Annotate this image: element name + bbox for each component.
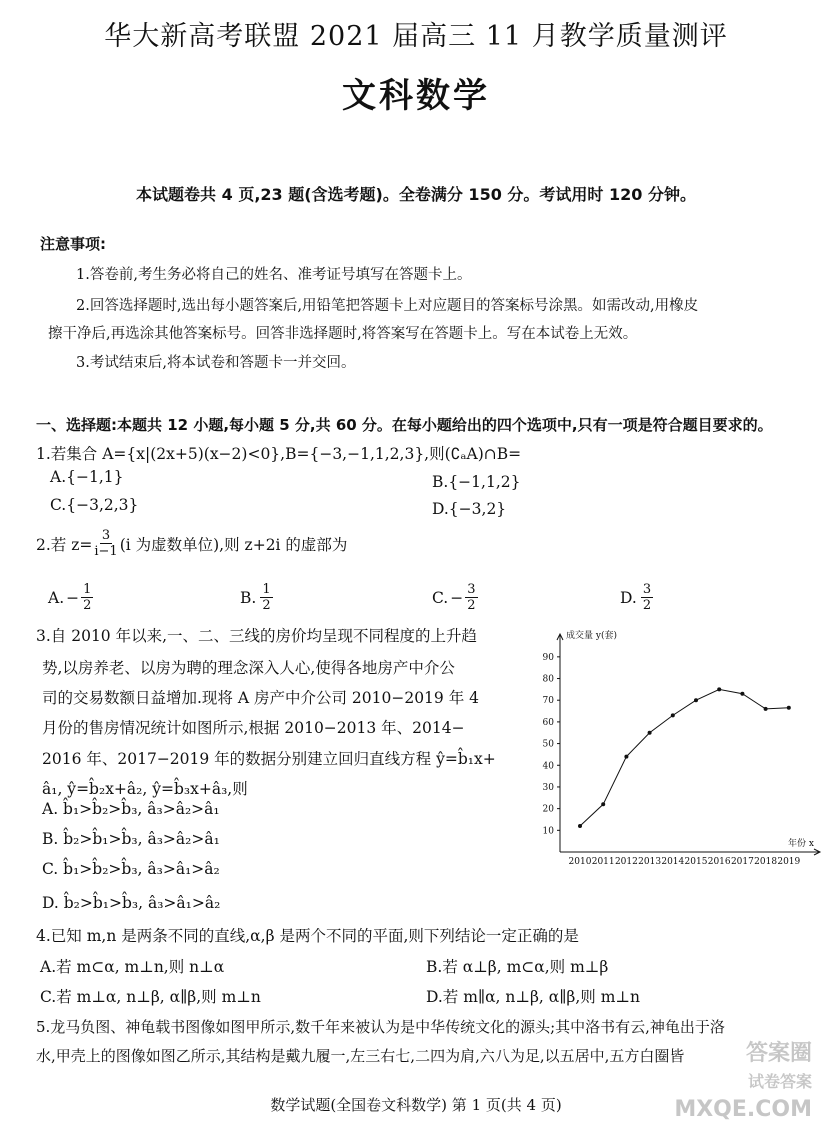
q2-option-den: 2	[642, 598, 652, 613]
q2-frac-num: 3	[101, 528, 111, 543]
q3-line-1: 3.自 2010 年以来,一、二、三线的房价均呈现不同程度的上升趋	[36, 627, 478, 645]
q2-stem-post: (i 为虚数单位),则 z+2i 的虚部为	[119, 535, 348, 554]
q4-stem: 4.已知 m,n 是两条不同的直线,α,β 是两个不同的平面,则下列结论一定正确的是	[36, 927, 579, 945]
x-tick-label: 2014	[661, 857, 685, 867]
q2-option-label: D.	[620, 588, 637, 607]
q1-option-d: D.{−3,2}	[432, 500, 507, 518]
q3-line-5: 2016 年、2017−2019 年的数据分别建立回归直线方程 ŷ=b̂₁x+	[42, 750, 496, 768]
section-heading: 一、选择题:本题共 12 小题,每小题 5 分,共 60 分。在每小题给出的四个选项中,只有一项是符合题目要求的。	[36, 416, 773, 434]
q2-option-den: 2	[83, 598, 92, 613]
q2-option-fraction	[641, 582, 653, 613]
note-2-cont: 擦干净后,再选涂其他答案标号。回答非选择题时,将答案写在答题卡上。写在本试卷上无效。	[48, 326, 638, 342]
q3-option-d: D. b̂₂>b̂₁>b̂₃, â₃>â₁>â₂	[42, 894, 221, 912]
note-3: 3.考试结束后,将本试卷和答题卡一并交回。	[76, 355, 356, 371]
note-1: 1.答卷前,考生务必将自己的姓名、准考证号填写在答题卡上。	[76, 267, 472, 283]
data-point	[740, 692, 744, 696]
notes-heading: 注意事项:	[40, 235, 106, 253]
q2-option-d	[620, 582, 653, 613]
y-tick-label: 90	[542, 652, 554, 663]
q2-option-label: B.	[240, 588, 257, 607]
y-tick-label: 50	[542, 739, 554, 750]
exam-info: 本试题卷共 4 页,23 题(含选考题)。全卷满分 150 分。考试用时 120 分钟。	[136, 185, 696, 204]
q2-option-c	[432, 582, 478, 613]
y-tick-label: 40	[542, 761, 554, 772]
q2-option-sign: −	[450, 588, 464, 607]
q3-option-c: C. b̂₁>b̂₂>b̂₃, â₃>â₁>â₂	[42, 860, 220, 878]
watermark-line-2: 试卷答案	[747, 1072, 812, 1091]
data-point	[694, 698, 698, 702]
q2-fraction	[94, 528, 117, 559]
watermark-line-3: MXQE.COM	[674, 1097, 812, 1122]
data-point	[624, 755, 628, 759]
data-point	[578, 824, 582, 828]
x-tick-label: 2010	[568, 857, 592, 867]
x-tick-label: 2018	[754, 857, 778, 867]
data-point	[601, 802, 605, 806]
q3-line-4: 月份的售房情况统计如图所示,根据 2010−2013 年、2014−	[42, 719, 465, 737]
y-tick-label: 80	[542, 674, 554, 685]
q2-option-sign: −	[66, 588, 80, 607]
q2-frac-den: i−1	[94, 544, 118, 559]
q2-option-den: 2	[467, 598, 476, 613]
q2-option-label: C.	[432, 588, 449, 607]
q4-option-a: A.若 m⊂α, m⊥n,则 n⊥α	[40, 958, 225, 976]
q5-line-1: 5.龙马负图、神龟载书图像如图甲所示,数千年来被认为是中华传统文化的源头;其中洛书有云,神龟出于洛	[36, 1018, 725, 1036]
q2-option-fraction	[465, 582, 477, 613]
q3-option-b: B. b̂₂>b̂₁>b̂₃, â₃>â₂>â₁	[42, 830, 220, 848]
x-tick-label: 2013	[638, 857, 662, 867]
subject-title: 文科数学	[342, 76, 490, 116]
q3-line-2: 势,以房养老、以房为聘的理念深入人心,使得各地房产中介公	[42, 659, 455, 677]
q4-option-b: B.若 α⊥β, m⊂α,则 m⊥β	[426, 958, 609, 976]
q5-line-2: 水,甲壳上的图像如图乙所示,其结构是戴九履一,左三右七,二四为肩,六八为足,以五居中,五方白圈皆	[36, 1047, 685, 1065]
q2-option-b	[240, 582, 273, 613]
q4-option-d: D.若 m∥α, n⊥β, α∥β,则 m⊥n	[426, 988, 640, 1006]
q2-option-num: 1	[83, 582, 92, 597]
paper-title: 华大新高考联盟 2021 届高三 11 月教学质量测评	[104, 21, 728, 52]
x-tick-label: 2012	[614, 857, 638, 867]
data-point	[717, 687, 721, 691]
q2-option-num: 3	[467, 582, 476, 597]
q2-option-den: 2	[262, 598, 271, 613]
q2-option-label: A.	[48, 588, 65, 607]
q1-stem: 1.若集合 A={x|(2x+5)(x−2)<0},B={−3,−1,1,2,3},则(∁ₐA)∩B=	[36, 445, 522, 463]
q2-option-fraction	[81, 582, 93, 613]
data-point	[671, 713, 675, 717]
q2-option-fraction	[260, 582, 272, 613]
q1-option-b: B.{−1,1,2}	[432, 473, 521, 491]
y-axis-label: 成交量 y(套)	[566, 631, 617, 641]
q1-option-c: C.{−3,2,3}	[50, 496, 139, 514]
y-tick-label: 20	[542, 804, 554, 815]
x-tick-label: 2016	[707, 857, 731, 867]
q2-option-a	[48, 582, 93, 613]
x-tick-label: 2019	[777, 857, 801, 867]
y-tick-label: 30	[542, 782, 554, 793]
y-tick-label: 10	[542, 826, 554, 837]
x-tick-label: 2011	[591, 857, 615, 867]
q1-option-a: A.{−1,1}	[50, 468, 124, 486]
q4-option-c: C.若 m⊥α, n⊥β, α∥β,则 m⊥n	[40, 988, 261, 1006]
y-tick-label: 60	[542, 717, 554, 728]
sales-line-chart	[538, 620, 828, 870]
note-2: 2.回答选择题时,选出每小题答案后,用铅笔把答题卡上对应题目的答案标号涂黑。如需改动,用橡皮	[76, 298, 699, 314]
series-line	[580, 689, 789, 826]
watermark-line-1: 答案圈	[745, 1041, 812, 1066]
q3-option-a: A. b̂₁>b̂₂>b̂₃, â₃>â₂>â₁	[42, 800, 220, 818]
x-axis-label: 年份 x	[788, 839, 814, 849]
q2-stem-pre: 2.若 z=	[36, 535, 93, 554]
y-tick-label: 70	[542, 696, 554, 707]
data-point	[764, 707, 768, 711]
q2-stem	[36, 528, 347, 559]
q3-line-3: 司的交易数额日益增加.现将 A 房产中介公司 2010−2019 年 4	[42, 689, 479, 707]
data-point	[787, 706, 791, 710]
x-tick-label: 2015	[684, 857, 708, 867]
x-tick-label: 2017	[730, 857, 754, 867]
q2-option-num: 3	[642, 582, 652, 597]
q2-option-num: 1	[262, 582, 271, 597]
page-footer: 数学试题(全国卷文科数学) 第 1 页(共 4 页)	[270, 1096, 562, 1114]
data-point	[648, 731, 652, 735]
q3-line-6: â₁, ŷ=b̂₂x+â₂, ŷ=b̂₃x+â₃,则	[42, 780, 248, 798]
